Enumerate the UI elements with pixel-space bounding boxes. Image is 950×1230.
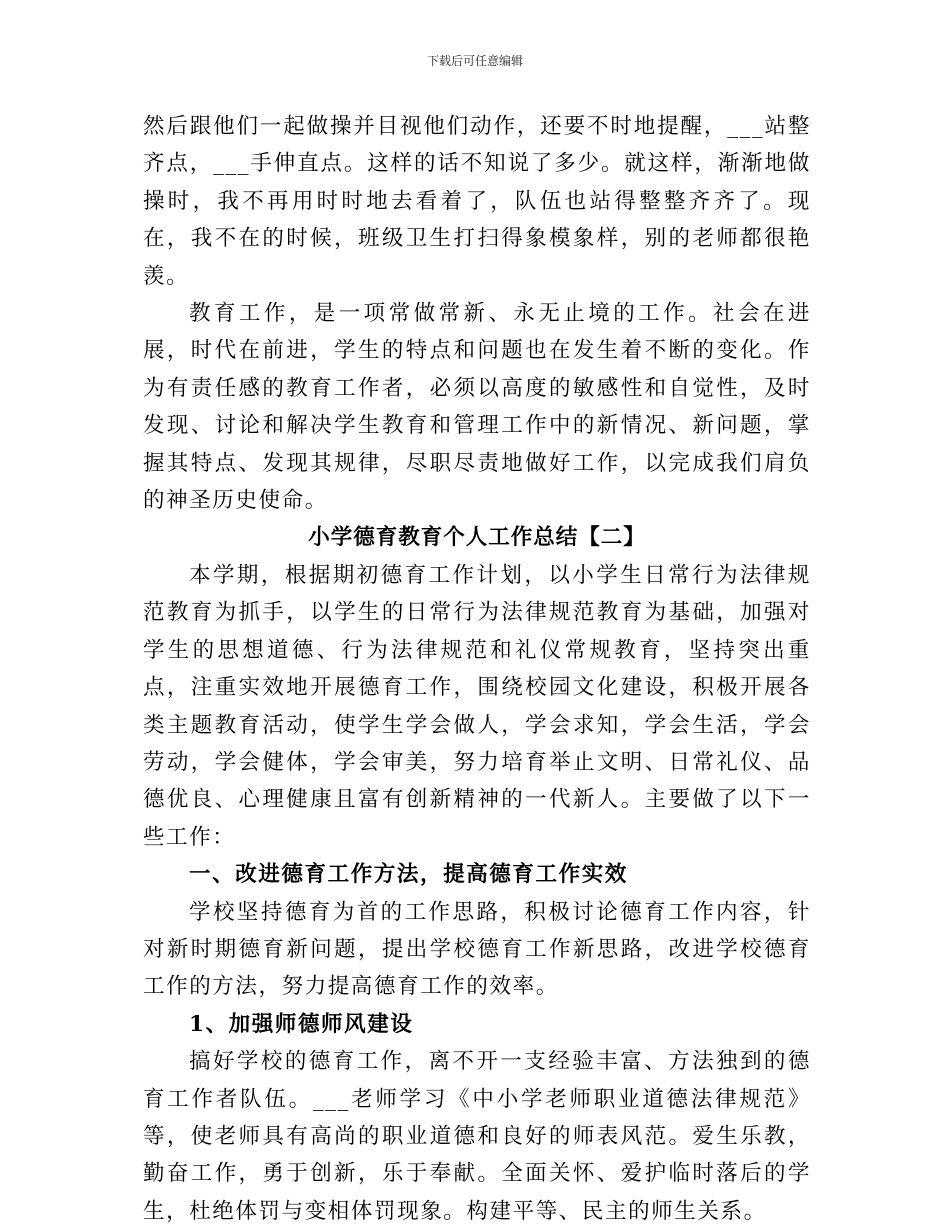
paragraph: 搞好学校的德育工作，离不开一支经验丰富、方法独到的德育工作者队伍。___老师学习《中小学老师职业道德法律规范》等，使老师具有高尚的职业道德和良好的师表风范。爱生乐教，勤奋工作，勇于创新，乐于奉献。全面关怀、爱护临时落后的学生，杜绝体罚与变相体罚现象。构建平等、民主的师生关系。 xyxy=(143,1049,811,1224)
paragraph: 学校坚持德育为首的工作思路，积极讨论德育工作内容，针对新时期德育新问题，提出学校德育工作新思路，改进学校德育工作的方法，努力提高德育工作的效率。 xyxy=(143,899,811,1000)
paragraph: 本学期，根据期初德育工作计划，以小学生日常行为法律规范教育为抓手，以学生的日常行为法律规范教育为基础，加强对学生的思想道德、行为法律规范和礼仪常规教育，坚持突出重点，注重实效地开展德育工作，围绕校园文化建设，积极开展各类主题教育活动，使学生学会做人，学会求知，学会生活，学会劳动，学会健体，学会审美，努力培育举止文明、日常礼仪、品德优良、心理健康且富有创新精神的一代新人。主要做了以下一些工作： xyxy=(143,562,811,850)
subsection-heading: 一、改进德育工作方法，提高德育工作实效 xyxy=(189,862,628,888)
document-body xyxy=(143,108,811,1230)
page-header: 下载后可任意编辑 xyxy=(426,54,523,68)
paragraph: 教育工作，是一项常做常新、永无止境的工作。社会在进展，时代在前进，学生的特点和问题也在发生着不断的变化。作为有责任感的教育工作者，必须以高度的敏感性和自觉性，及时发现、讨论和解决学生教育和管理工作中的新情况、新问题，掌握其特点、发现其规律，尽职尽责地做好工作，以完成我们肩负的神圣历史使命。 xyxy=(143,301,811,514)
paragraph-continued: 然后跟他们一起做操并目视他们动作，还要不时地提醒，___站整齐点，___手伸直点。这样的话不知说了多少。就这样，渐渐地做操时，我不再用时时地去看着了，队伍也站得整整齐齐了。现在，我不在的时候，班级卫生打扫得象模象样，别的老师都很艳羡。 xyxy=(143,114,811,289)
section-title: 小学德育教育个人工作总结【二】 xyxy=(308,525,646,551)
subsection-heading: 1、加强师德师风建设 xyxy=(189,1011,414,1037)
